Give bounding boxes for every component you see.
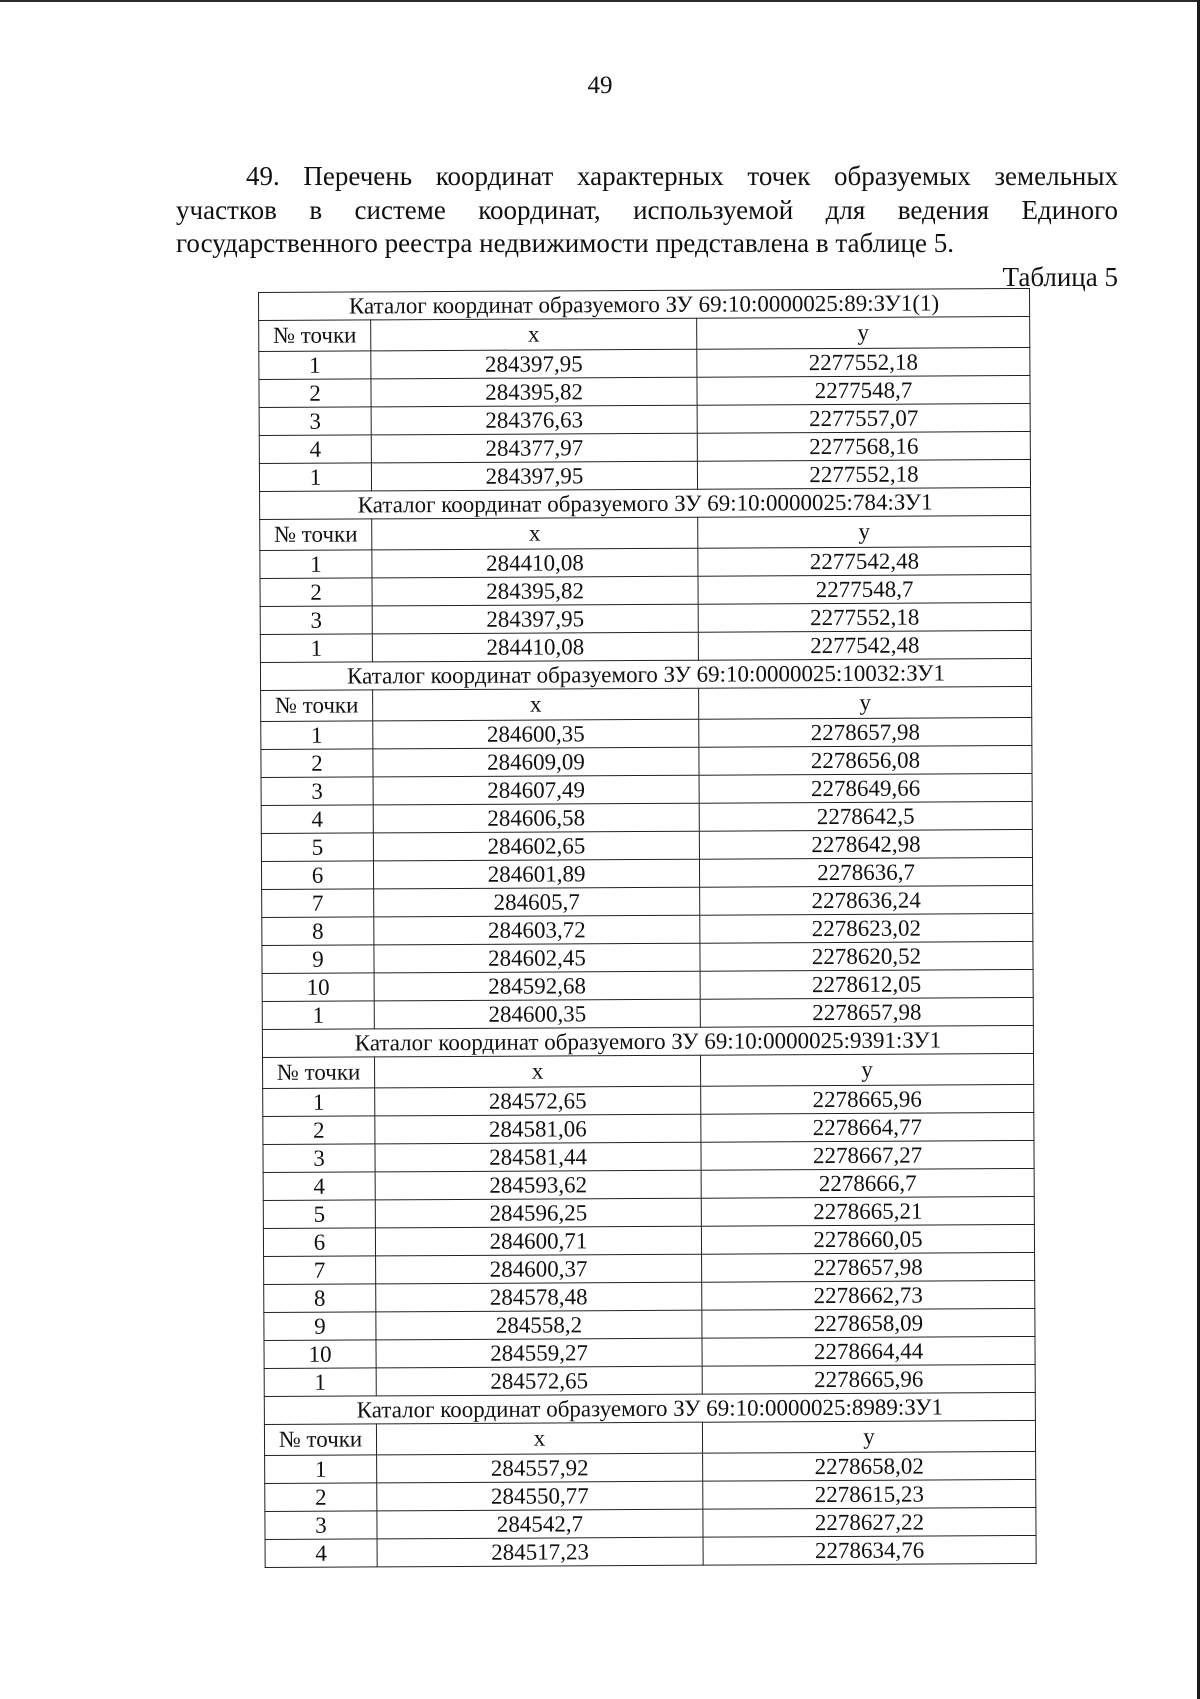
x-coordinate-cell: 284377,97 (371, 433, 697, 463)
point-number-cell: 1 (260, 634, 372, 663)
catalog-title: Каталог координат образуемого ЗУ 69:10:0000025:8989:ЗУ1 (264, 1392, 1035, 1424)
column-header-x: x (373, 688, 699, 721)
x-coordinate-cell: 284397,95 (371, 349, 697, 379)
y-coordinate-cell: 2277557,07 (697, 403, 1030, 433)
table-row (263, 1112, 1034, 1144)
point-number-cell: 2 (259, 379, 371, 408)
x-coordinate-cell: 284550,77 (377, 1481, 703, 1511)
catalog-title: Каталог координат образуемого ЗУ 69:10:0000025:10032:ЗУ1 (260, 658, 1031, 690)
table-row (263, 1084, 1034, 1116)
y-coordinate-cell: 2277552,18 (697, 347, 1030, 377)
x-coordinate-cell: 284605,7 (374, 887, 700, 917)
catalog-title-row (259, 288, 1030, 320)
y-coordinate-cell: 2277548,7 (697, 375, 1030, 405)
y-coordinate-cell: 2278658,02 (703, 1451, 1036, 1481)
table-row (262, 997, 1033, 1029)
table-row (263, 1224, 1034, 1256)
point-number-cell: 2 (263, 1116, 375, 1145)
point-number-cell: 1 (261, 721, 373, 750)
page-number: 49 (587, 72, 613, 99)
y-coordinate-cell: 2278656,08 (699, 745, 1032, 775)
table-row (260, 630, 1031, 662)
table-row (261, 829, 1032, 861)
x-coordinate-cell: 284601,89 (373, 859, 699, 889)
point-number-cell: 2 (261, 749, 373, 778)
point-number-cell: 1 (263, 1088, 375, 1117)
y-coordinate-cell: 2278658,09 (702, 1308, 1035, 1338)
x-coordinate-cell: 284395,82 (371, 377, 697, 407)
x-coordinate-cell: 284395,82 (372, 576, 698, 606)
table-row (259, 431, 1030, 463)
column-header-row (259, 316, 1030, 351)
point-number-cell: 8 (262, 917, 374, 946)
catalog-title-row (262, 1025, 1033, 1057)
column-header-point: № точки (260, 519, 372, 551)
x-coordinate-cell: 284542,7 (377, 1509, 703, 1539)
x-coordinate-cell: 284558,2 (376, 1310, 702, 1340)
table-row (265, 1535, 1036, 1567)
point-number-cell: 3 (261, 777, 373, 806)
y-coordinate-cell: 2277568,16 (697, 431, 1030, 461)
point-number-cell: 9 (264, 1312, 376, 1341)
x-coordinate-cell: 284581,06 (375, 1114, 701, 1144)
y-coordinate-cell: 2278649,66 (699, 773, 1032, 803)
column-header-row (264, 1420, 1035, 1455)
column-header-point: № точки (259, 320, 371, 352)
column-header-row (263, 1053, 1034, 1088)
y-coordinate-cell: 2278657,98 (699, 717, 1032, 747)
point-number-cell: 3 (259, 407, 371, 436)
point-number-cell: 1 (259, 351, 371, 380)
point-number-cell: 4 (261, 805, 373, 834)
table-row (263, 1140, 1034, 1172)
point-number-cell: 7 (264, 1256, 376, 1285)
table-row (264, 1364, 1035, 1396)
x-coordinate-cell: 284517,23 (377, 1537, 703, 1567)
page-top-edge (0, 0, 1200, 2)
column-header-y: y (701, 1053, 1034, 1086)
table-row (261, 745, 1032, 777)
point-number-cell: 7 (262, 889, 374, 918)
point-number-cell: 2 (260, 578, 372, 607)
table-row (261, 857, 1032, 889)
catalog-title: Каталог координат образуемого ЗУ 69:10:0000025:89:ЗУ1(1) (259, 288, 1030, 320)
column-header-y: y (702, 1420, 1035, 1453)
y-coordinate-cell: 2278657,98 (700, 997, 1033, 1027)
y-coordinate-cell: 2278664,77 (701, 1112, 1034, 1142)
column-header-row (260, 515, 1031, 550)
x-coordinate-cell: 284572,65 (376, 1366, 702, 1396)
y-coordinate-cell: 2278642,98 (699, 829, 1032, 859)
catalog-title-row (260, 487, 1031, 519)
table-row (264, 1336, 1035, 1368)
table-row (264, 1308, 1035, 1340)
point-number-cell: 5 (263, 1200, 375, 1229)
column-header-y: y (697, 316, 1030, 349)
table-row (262, 969, 1033, 1001)
table-row (260, 602, 1031, 634)
y-coordinate-cell: 2278667,27 (701, 1140, 1034, 1170)
y-coordinate-cell: 2278660,05 (701, 1224, 1034, 1254)
catalog-title: Каталог координат образуемого ЗУ 69:10:0000025:784:ЗУ1 (260, 487, 1031, 519)
y-coordinate-cell: 2277542,48 (698, 630, 1031, 660)
column-header-x: x (375, 1055, 701, 1088)
table-caption: Таблица 5 (1002, 262, 1118, 292)
column-header-y: y (698, 515, 1031, 548)
y-coordinate-cell: 2277552,18 (697, 459, 1030, 489)
table-row (263, 1168, 1034, 1200)
y-coordinate-cell: 2278636,24 (700, 885, 1033, 915)
x-coordinate-cell: 284600,71 (375, 1226, 701, 1256)
x-coordinate-cell: 284592,68 (374, 971, 700, 1001)
intro-paragraph: 49. Перечень координат характерных точек образуемых земельных участков в системе координат, используемой для ведения Единого государственного реестра недвижимости представлена в таблице 5. (176, 161, 1118, 258)
table-row (264, 1280, 1035, 1312)
table-row (264, 1252, 1035, 1284)
point-number-cell: 6 (261, 861, 373, 890)
table-row (260, 574, 1031, 606)
column-header-point: № точки (264, 1424, 376, 1456)
x-coordinate-cell: 284609,09 (373, 747, 699, 777)
x-coordinate-cell: 284602,45 (374, 943, 700, 973)
table-row (260, 546, 1031, 578)
point-number-cell: 1 (265, 1455, 377, 1484)
point-number-cell: 5 (261, 833, 373, 862)
table-row (262, 941, 1033, 973)
table-row (262, 885, 1033, 917)
y-coordinate-cell: 2278634,76 (703, 1535, 1036, 1565)
x-coordinate-cell: 284557,92 (377, 1453, 703, 1483)
x-coordinate-cell: 284596,25 (375, 1198, 701, 1228)
table-row (265, 1451, 1036, 1483)
point-number-cell: 6 (263, 1228, 375, 1257)
y-coordinate-cell: 2278665,96 (701, 1084, 1034, 1114)
catalog-title: Каталог координат образуемого ЗУ 69:10:0000025:9391:ЗУ1 (262, 1025, 1033, 1057)
table-row (261, 717, 1032, 749)
x-coordinate-cell: 284397,95 (372, 604, 698, 634)
table-row (265, 1479, 1036, 1511)
x-coordinate-cell: 284593,62 (375, 1170, 701, 1200)
coordinate-table-body (259, 288, 1037, 1567)
table-row (261, 801, 1032, 833)
point-number-cell: 2 (265, 1483, 377, 1512)
table-row (262, 913, 1033, 945)
point-number-cell: 10 (262, 973, 374, 1002)
y-coordinate-cell: 2278662,73 (702, 1280, 1035, 1310)
table-row (259, 403, 1030, 435)
y-coordinate-cell: 2278665,21 (701, 1196, 1034, 1226)
table-row (259, 459, 1030, 491)
y-coordinate-cell: 2278620,52 (700, 941, 1033, 971)
x-coordinate-cell: 284578,48 (376, 1282, 702, 1312)
table-row (259, 375, 1030, 407)
column-header-x: x (371, 318, 697, 351)
point-number-cell: 1 (259, 463, 371, 492)
y-coordinate-cell: 2278665,96 (702, 1364, 1035, 1394)
point-number-cell: 10 (264, 1340, 376, 1369)
y-coordinate-cell: 2278666,7 (701, 1168, 1034, 1198)
y-coordinate-cell: 2277542,48 (698, 546, 1031, 576)
y-coordinate-cell: 2278612,05 (700, 969, 1033, 999)
x-coordinate-cell: 284376,63 (371, 405, 697, 435)
x-coordinate-cell: 284602,65 (373, 831, 699, 861)
column-header-y: y (699, 686, 1032, 719)
y-coordinate-cell: 2278657,98 (702, 1252, 1035, 1282)
table-row (263, 1196, 1034, 1228)
x-coordinate-cell: 284600,37 (376, 1254, 702, 1284)
point-number-cell: 8 (264, 1284, 376, 1313)
point-number-cell: 1 (260, 550, 372, 579)
y-coordinate-cell: 2278627,22 (703, 1507, 1036, 1537)
point-number-cell: 4 (259, 435, 371, 464)
x-coordinate-cell: 284410,08 (372, 632, 698, 662)
catalog-title-row (260, 658, 1031, 690)
catalog-title-row (264, 1392, 1035, 1424)
point-number-cell: 3 (265, 1511, 377, 1540)
coordinate-table-container (258, 288, 1036, 1568)
y-coordinate-cell: 2277552,18 (698, 602, 1031, 632)
column-header-x: x (376, 1422, 702, 1455)
y-coordinate-cell: 2278615,23 (703, 1479, 1036, 1509)
x-coordinate-cell: 284600,35 (374, 999, 700, 1029)
column-header-point: № точки (261, 690, 373, 722)
point-number-cell: 3 (260, 606, 372, 635)
column-header-x: x (372, 517, 698, 550)
y-coordinate-cell: 2278623,02 (700, 913, 1033, 943)
x-coordinate-cell: 284600,35 (373, 719, 699, 749)
table-row (259, 347, 1030, 379)
x-coordinate-cell: 284581,44 (375, 1142, 701, 1172)
y-coordinate-cell: 2277548,7 (698, 574, 1031, 604)
column-header-point: № точки (263, 1057, 375, 1089)
y-coordinate-cell: 2278636,7 (699, 857, 1032, 887)
table-row (261, 773, 1032, 805)
x-coordinate-cell: 284572,65 (375, 1086, 701, 1116)
column-header-row (261, 686, 1032, 721)
point-number-cell: 9 (262, 945, 374, 974)
point-number-cell: 3 (263, 1144, 375, 1173)
table-row (265, 1507, 1036, 1539)
point-number-cell: 1 (262, 1001, 374, 1030)
x-coordinate-cell: 284397,95 (371, 461, 697, 491)
x-coordinate-cell: 284606,58 (373, 803, 699, 833)
x-coordinate-cell: 284603,72 (374, 915, 700, 945)
x-coordinate-cell: 284559,27 (376, 1338, 702, 1368)
point-number-cell: 1 (264, 1368, 376, 1397)
y-coordinate-cell: 2278642,5 (699, 801, 1032, 831)
point-number-cell: 4 (265, 1539, 377, 1568)
coordinate-table (258, 288, 1037, 1568)
x-coordinate-cell: 284607,49 (373, 775, 699, 805)
point-number-cell: 4 (263, 1172, 375, 1201)
y-coordinate-cell: 2278664,44 (702, 1336, 1035, 1366)
x-coordinate-cell: 284410,08 (372, 548, 698, 578)
